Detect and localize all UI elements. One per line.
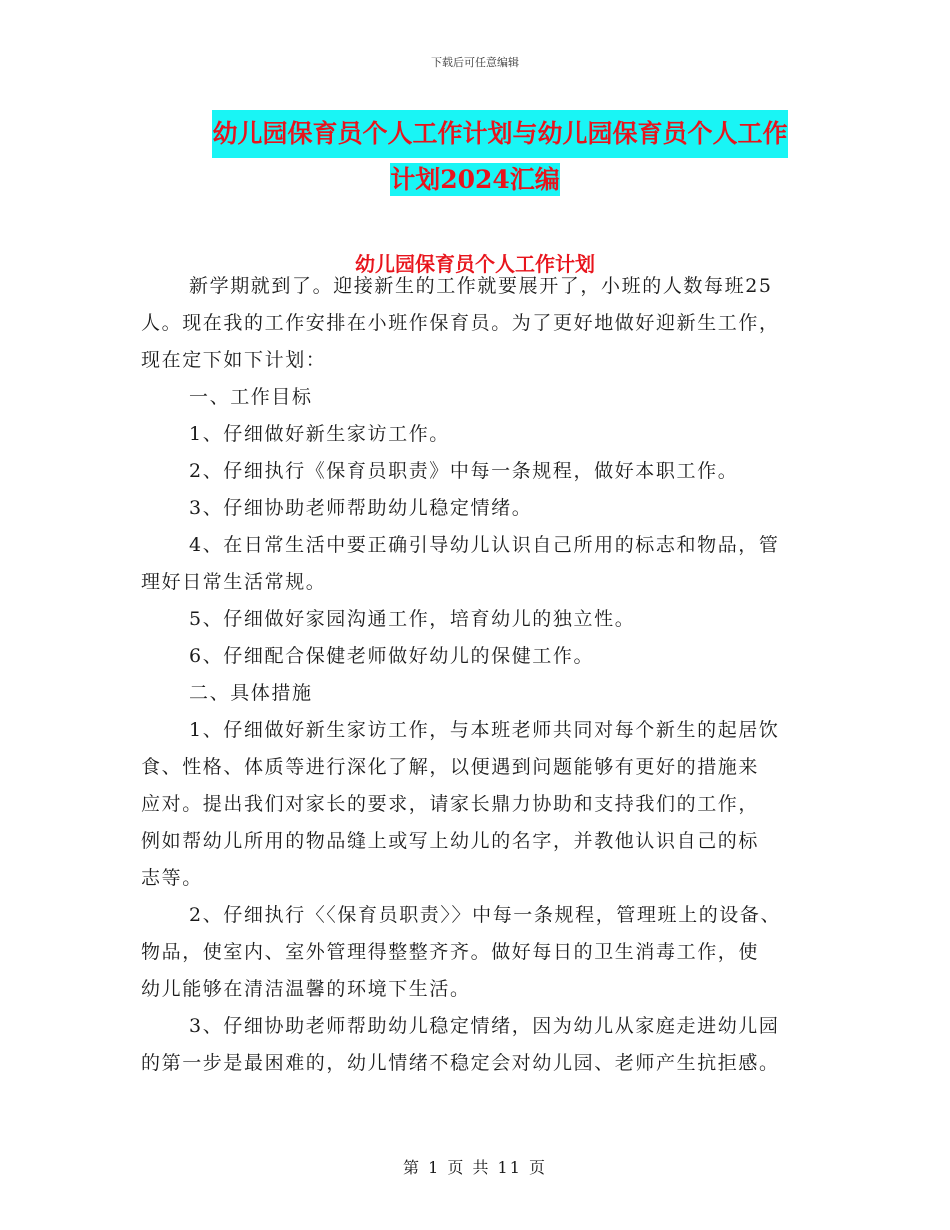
paragraph-line: 2、仔细执行〈〈保育员职责〉〉中每一条规程，管理班上的设备、 xyxy=(189,904,782,926)
paragraph-line: 人。现在我的工作安排在小班作保育员。为了更好地做好迎新生工作， xyxy=(141,312,780,334)
paragraph-line: 应对。提出我们对家长的要求，请家长鼎力协助和支持我们的工作， xyxy=(141,793,760,815)
heading-goals: 一、工作目标 xyxy=(189,386,313,408)
document-title-line-1: 幼儿园保育员个人工作计划与幼儿园保育员个人工作 xyxy=(212,110,787,158)
section-title: 幼儿园保育员个人工作计划 xyxy=(355,252,595,276)
paragraph-line: 新学期就到了。迎接新生的工作就要展开了，小班的人数每班25 xyxy=(189,275,773,297)
paragraph-line: 例如帮幼儿所用的物品缝上或写上幼儿的名字，并教他认识自己的标 xyxy=(141,830,760,852)
header-note: 下载后可任意编辑 xyxy=(431,56,519,69)
body-text xyxy=(141,268,821,1082)
paragraph-line: 幼儿能够在清洁温馨的环境下生活。 xyxy=(141,978,471,1000)
paragraph-line: 物品，使室内、室外管理得整整齐齐。做好每日的卫生消毒工作，使 xyxy=(141,941,760,963)
paragraph-line: 3、仔细协助老师帮助幼儿稳定情绪，因为幼儿从家庭走进幼儿园 xyxy=(189,1015,780,1037)
list-item: 3、仔细协助老师帮助幼儿稳定情绪。 xyxy=(189,497,533,519)
paragraph-line: 食、性格、体质等进行深化了解，以便遇到问题能够有更好的措施来 xyxy=(141,756,760,778)
document-title xyxy=(0,110,950,202)
paragraph-line: 志等。 xyxy=(141,867,203,889)
list-item: 1、仔细做好新生家访工作。 xyxy=(189,423,450,445)
paragraph-line: 现在定下如下计划： xyxy=(141,349,327,371)
list-item: 2、仔细执行《保育员职责》中每一条规程，做好本职工作。 xyxy=(189,460,739,482)
list-item: 6、仔细配合保健老师做好幼儿的保健工作。 xyxy=(189,645,595,667)
heading-measures: 二、具体措施 xyxy=(189,682,313,704)
list-item: 5、仔细做好家园沟通工作，培育幼儿的独立性。 xyxy=(189,608,636,630)
document-title-line-2: 计划2024汇编 xyxy=(390,165,560,194)
list-item-continuation: 理好日常生活常规。 xyxy=(141,571,327,593)
page-number: 第 1 页 共 11 页 xyxy=(403,1158,547,1177)
paragraph-line: 1、仔细做好新生家访工作，与本班老师共同对每个新生的起居饮 xyxy=(189,719,780,741)
list-item: 4、在日常生活中要正确引导幼儿认识自己所用的标志和物品，管 xyxy=(189,534,780,556)
paragraph-line: 的第一步是最困难的，幼儿情绪不稳定会对幼儿园、老师产生抗拒感。 xyxy=(141,1052,780,1074)
